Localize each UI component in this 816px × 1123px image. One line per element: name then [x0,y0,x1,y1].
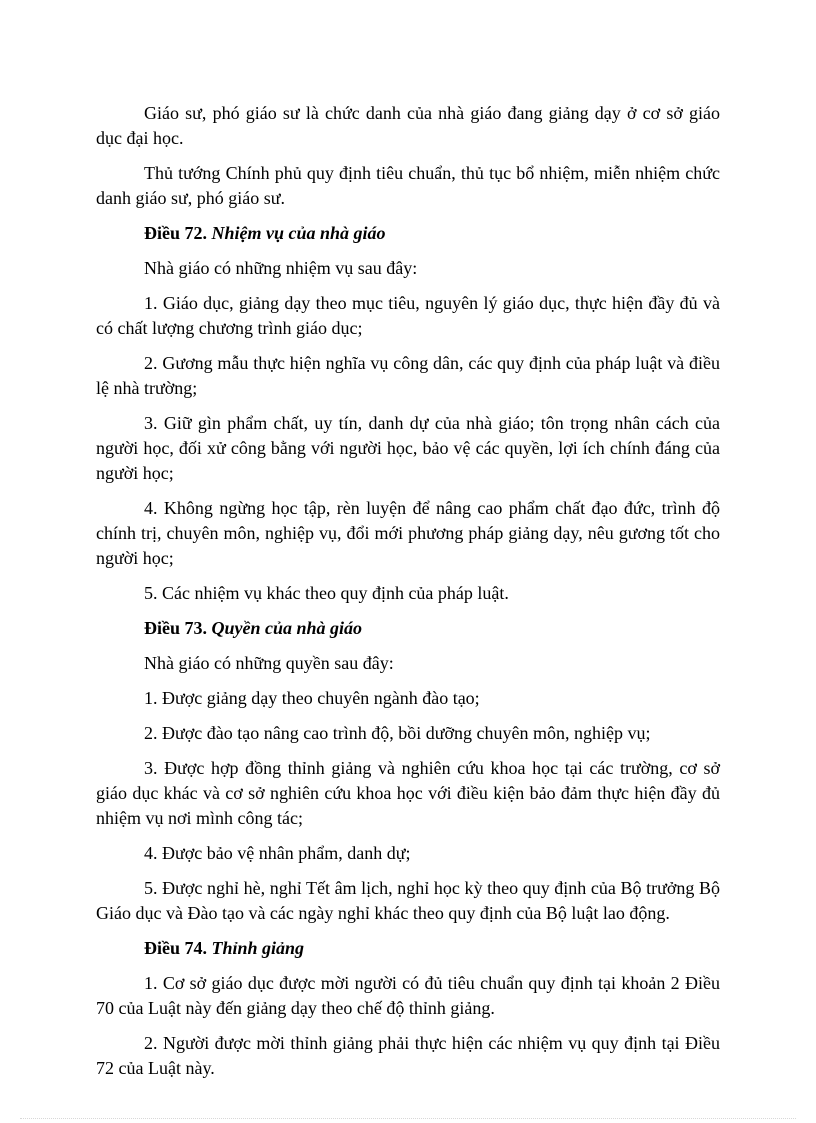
article-73-title: Quyền của nhà giáo [211,618,363,638]
article-74-heading [96,936,720,961]
article-72-item: 3. Giữ gìn phẩm chất, uy tín, danh dự của nhà giáo; tôn trọng nhân cách của người học, đối xử công bằng với người học, bảo vệ các quyền, lợi ích chính đáng của người học; [96,413,720,483]
article-72-item: 1. Giáo dục, giảng dạy theo mục tiêu, nguyên lý giáo dục, thực hiện đầy đủ và có chất lượng chương trình giáo dục; [96,293,720,338]
article-72-item: 2. Gương mẫu thực hiện nghĩa vụ công dân, các quy định của pháp luật và điều lệ nhà trường; [96,353,720,398]
article-74-item: 2. Người được mời thỉnh giảng phải thực hiện các nhiệm vụ quy định tại Điều 72 của Luật này. [96,1033,720,1078]
article-73-item: 1. Được giảng dạy theo chuyên ngành đào tạo; [144,688,480,708]
article-72-title: Nhiệm vụ của nhà giáo [211,223,386,243]
paragraph: Thủ tướng Chính phủ quy định tiêu chuẩn, thủ tục bổ nhiệm, miễn nhiệm chức danh giáo sư, phó giáo sư. [96,163,720,208]
paragraph: Giáo sư, phó giáo sư là chức danh của nhà giáo đang giảng dạy ở cơ sở giáo dục đại học. [96,103,720,148]
article-73-item: 3. Được hợp đồng thỉnh giảng và nghiên cứu khoa học tại các trường, cơ sở giáo dục khác và cơ sở nghiên cứu khoa học với điều kiện bảo đảm thực hiện đầy đủ nhiệm vụ nơi mình công tác; [96,758,720,828]
article-72-number: Điều 72. [144,223,207,243]
article-73-item: 2. Được đào tạo nâng cao trình độ, bồi dưỡng chuyên môn, nghiệp vụ; [144,723,651,743]
article-72-item: 5. Các nhiệm vụ khác theo quy định của pháp luật. [144,583,509,603]
article-73-item: 4. Được bảo vệ nhân phẩm, danh dự; [144,843,411,863]
article-73-number: Điều 73. [144,618,207,638]
article-72-intro: Nhà giáo có những nhiệm vụ sau đây: [144,258,418,278]
article-73-heading [96,616,720,641]
page-bottom-divider [20,1118,796,1119]
article-74-item: 1. Cơ sở giáo dục được mời người có đủ tiêu chuẩn quy định tại khoản 2 Điều 70 của Luật này đến giảng dạy theo chế độ thỉnh giảng. [96,973,720,1018]
article-74-title: Thỉnh giảng [211,938,305,958]
article-73-item: 5. Được nghỉ hè, nghỉ Tết âm lịch, nghỉ học kỳ theo quy định của Bộ trưởng Bộ Giáo dục và Đào tạo và các ngày nghỉ khác theo quy định của Bộ luật lao động. [96,878,720,923]
article-73-intro: Nhà giáo có những quyền sau đây: [144,653,394,673]
article-74-number: Điều 74. [144,938,207,958]
article-72-heading [96,221,720,246]
article-72-item: 4. Không ngừng học tập, rèn luyện để nâng cao phẩm chất đạo đức, trình độ chính trị, chuyên môn, nghiệp vụ, đổi mới phương pháp giảng dạy, nêu gương tốt cho người học; [96,498,720,568]
document-body [96,101,720,1091]
